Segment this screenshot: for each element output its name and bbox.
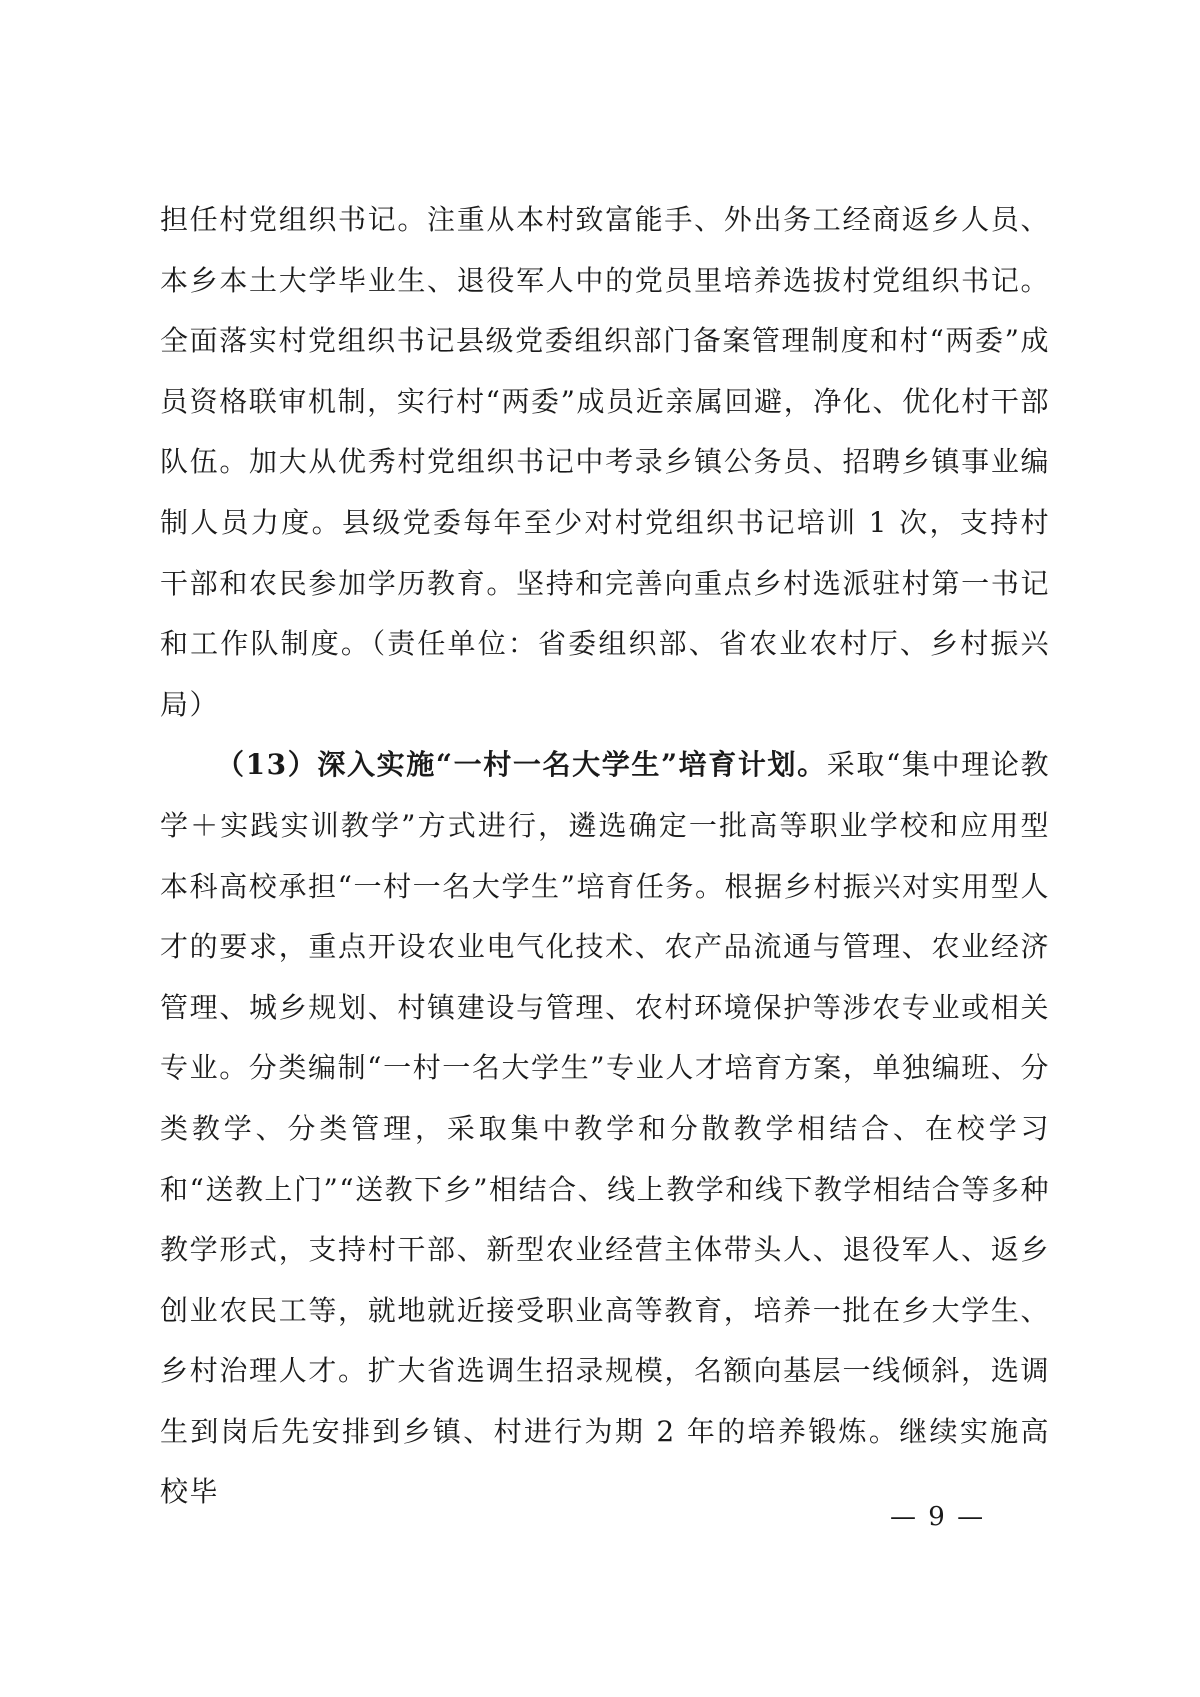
section-heading: （13）深入实施“一村一名大学生”培育计划。 <box>216 748 827 782</box>
document-body <box>160 190 1050 1523</box>
page-number: — 9 — <box>890 1502 986 1532</box>
paragraph-text: 采取“集中理论教学＋实践实训教学”方式进行，遴选确定一批高等职业学校和应用型本科高校承担“一村一名大学生”培育任务。根据乡村振兴对实用型人才的要求，重点开设农业电气化技术、农产品流通与管理、农业经济管理、城乡规划、村镇建设与管理、农村环境保护等涉农专业或相关专业。分类编制“一村一名大学生”专业人才培育方案，单独编班、分类教学、分类管理，采取集中教学和分散教学相结合、在校学习和“送教上门”“送教下乡”相结合、线上教学和线下教学相结合等多种教学形式，支持村干部、新型农业经营主体带头人、退役军人、返乡创业农民工等，就地就近接受职业高等教育，培养一批在乡大学生、乡村治理人才。扩大省选调生招录规模，名额向基层一线倾斜，选调生到岗后先安排到乡镇、村进行为期 2 年的培养锻炼。继续实施高校毕 <box>160 748 1050 1509</box>
paragraph-continuation <box>160 190 1050 735</box>
paragraph-text: 担任村党组织书记。注重从本村致富能手、外出务工经商返乡人员、本乡本土大学毕业生、退役军人中的党员里培养选拔村党组织书记。全面落实村党组织书记县级党委组织部门备案管理制度和村“两委”成员资格联审机制，实行村“两委”成员近亲属回避，净化、优化村干部队伍。加大从优秀村党组织书记中考录乡镇公务员、招聘乡镇事业编制人员力度。县级党委每年至少对村党组织书记培训 1 次，支持村干部和农民参加学历教育。坚持和完善向重点乡村选派驻村第一书记和工作队制度。（责任单位：省委组织部、省农业农村厅、乡村振兴局） <box>160 203 1050 721</box>
paragraph-section-13 <box>160 735 1050 1523</box>
